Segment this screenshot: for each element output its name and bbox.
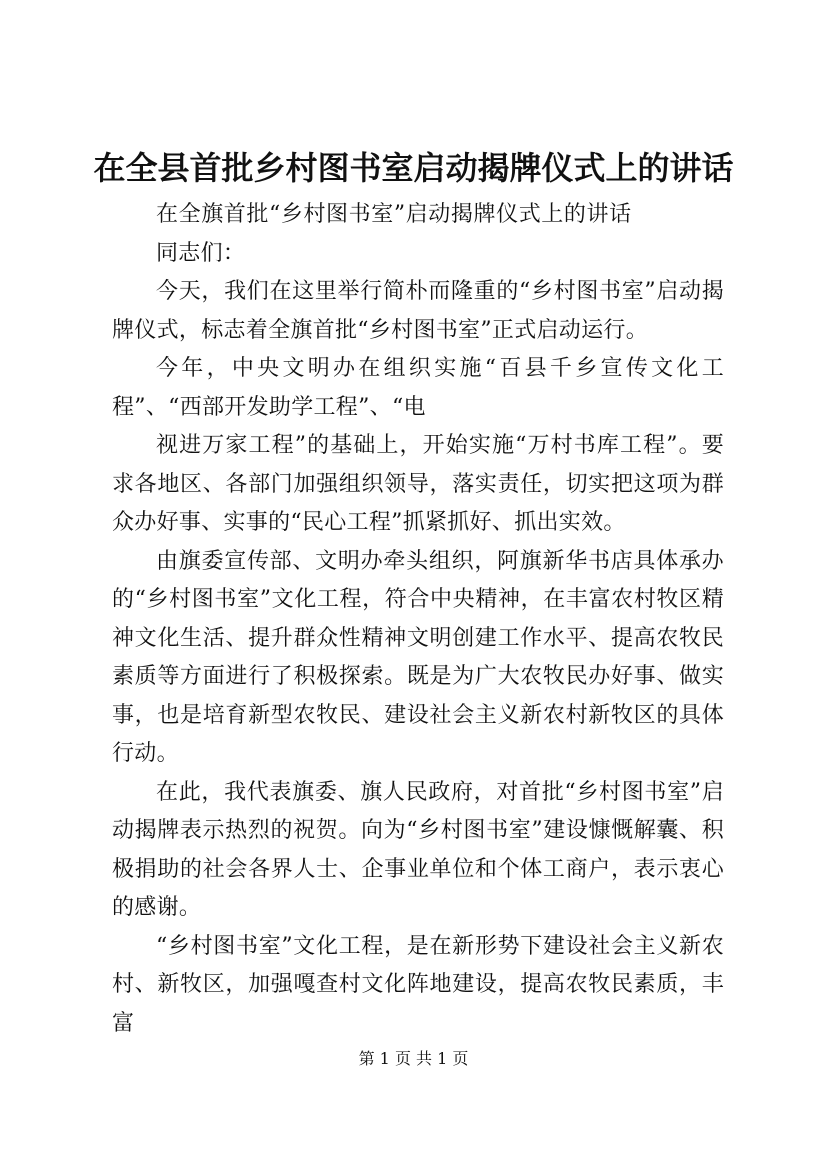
paragraph-3: 视进万家工程”的基础上，开始实施“万村书库工程”。要求各地区、各部门加强组织领导，落实责任，切实把这项为群众办好事、实事的“民心工程”抓紧抓好、抓出实效。 [112, 433, 724, 535]
paragraph-5: 在此，我代表旗委、旗人民政府，对首批“乡村图书室”启动揭牌表示热烈的祝贺。向为“乡村图书室”建设慷慨解囊、积极捐助的社会各界人士、企事业单位和个体工商户，表示衷心的感谢。 [112, 779, 724, 920]
page-number-footer: 第 1 页 共 1 页 [358, 1049, 469, 1068]
paragraph-salutation: 同志们： [156, 240, 246, 266]
paragraph-subtitle: 在全旗首批“乡村图书室”启动揭牌仪式上的讲话 [156, 202, 632, 227]
paragraph-4: 由旗委宣传部、文明办牵头组织，阿旗新华书店具体承办的“乡村图书室”文化工程，符合中央精神，在丰富农村牧区精神文化生活、提升群众性精神文明创建工作水平、提高农牧民素质等方面进行了积极探索。既是为广大农牧民办好事、做实事，也是培育新型农牧民、建设社会主义新农村新牧区的具体行动。 [112, 548, 724, 766]
paragraph-6: “乡村图书室”文化工程，是在新形势下建设社会主义新农村、新牧区，加强嘎查村文化阵地建设，提高农牧民素质，丰富 [112, 933, 724, 1036]
paragraph-1: 今天，我们在这里举行简朴而隆重的“乡村图书室”启动揭牌仪式，标志着全旗首批“乡村图书室”正式启动运行。 [112, 279, 724, 343]
document-body [112, 196, 724, 1043]
document-title: 在全县首批乡村图书室启动揭牌仪式上的讲话 [93, 149, 734, 187]
paragraph-2: 今年，中央文明办在组织实施“百县千乡宣传文化工程”、“西部开发助学工程”、“电 [112, 356, 724, 420]
